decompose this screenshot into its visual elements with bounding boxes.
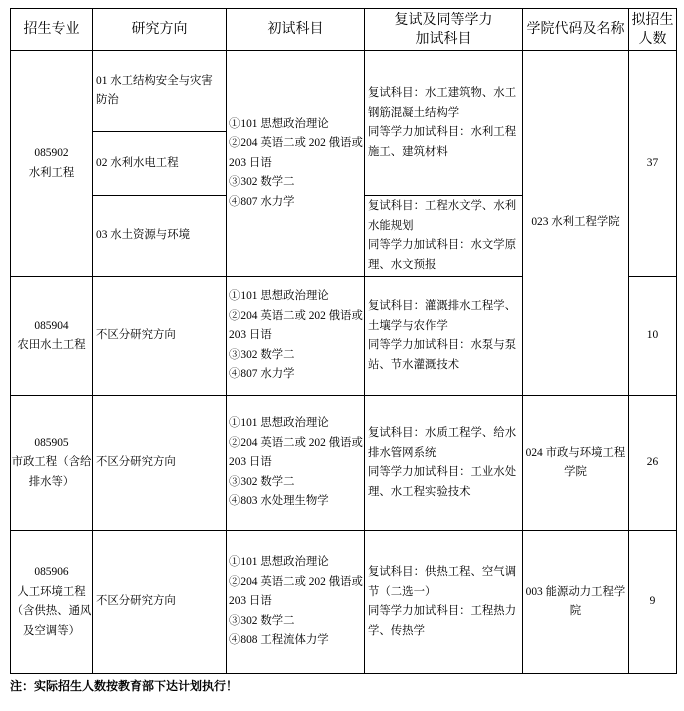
- retest-cell: [365, 196, 523, 277]
- retest-subjects: 复试科目：水工建筑物、水工 钢筋混凝土结构学: [368, 87, 517, 119]
- major-code: 085906: [34, 566, 69, 578]
- major-cell: [11, 277, 93, 396]
- retest-cell: [365, 396, 523, 531]
- exam-subject-item: ①101 思想政治理论: [229, 117, 329, 130]
- direction-cell: 02 水利水电工程: [93, 132, 227, 196]
- major-name: 市政工程（含给 排水等）: [11, 456, 92, 488]
- direction-cell: 不区分研究方向: [93, 396, 227, 531]
- retest-subjects: 复试科目：工程水文学、水利 水能规划: [368, 200, 517, 232]
- direction-cell: 不区分研究方向: [93, 531, 227, 674]
- quota-cell: 10: [629, 277, 677, 396]
- major-code: 085905: [34, 436, 69, 449]
- header-major: 招生专业: [11, 9, 93, 51]
- equivalent-subjects: 同等学力加试科目：水文学原 理、水文预报: [368, 239, 517, 271]
- exam-subject-item: ④807 水力学: [229, 195, 295, 208]
- retest-cell: [365, 277, 523, 396]
- college-cell: 024 市政与环境工程 学院: [523, 396, 629, 531]
- retest-cell: [365, 51, 523, 196]
- exam-subjects-cell: [227, 531, 365, 674]
- table-row: [11, 396, 677, 531]
- exam-subjects-cell: [227, 277, 365, 396]
- exam-subject-item: ③302 数学二: [229, 475, 295, 488]
- exam-subject-item: ②204 英语二或 202 俄语或 203 日语: [229, 137, 363, 169]
- retest-cell: [365, 531, 523, 674]
- quota-cell: 26: [629, 396, 677, 531]
- major-name: 水利工程: [28, 166, 75, 179]
- quota-cell: 37: [629, 51, 677, 277]
- major-cell: [11, 51, 93, 277]
- exam-subject-item: ②204 英语二或 202 俄语或 203 日语: [229, 309, 363, 342]
- table-row: [11, 51, 677, 132]
- admissions-table: [10, 8, 677, 674]
- major-code: 085902: [34, 147, 69, 159]
- college-cell: 003 能源动力工程学 院: [523, 531, 629, 674]
- exam-subject-item: ④807 水力学: [229, 368, 295, 381]
- retest-subjects: 复试科目：灌溉排水工程学、 土壤学与农作学: [368, 300, 517, 332]
- exam-subject-item: ①101 思想政治理论: [229, 417, 329, 430]
- exam-subject-item: ①101 思想政治理论: [229, 290, 329, 303]
- exam-subject-item: ②204 英语二或 202 俄语或 203 日语: [229, 575, 363, 608]
- equivalent-subjects: 同等学力加试科目：水泵与泵 站、节水灌溉技术: [368, 339, 517, 371]
- retest-subjects: 复试科目：供热工程、空气调 节（二选一）: [368, 566, 517, 598]
- major-name: 人工环境工程 （含供热、通风 及空调等）: [11, 585, 92, 637]
- major-code: 085904: [34, 319, 69, 332]
- direction-cell: 03 水土资源与环境: [93, 196, 227, 277]
- equivalent-subjects: 同等学力加试科目：水利工程 施工、建筑材料: [368, 126, 517, 158]
- major-cell: [11, 396, 93, 531]
- header-retest-subjects: 复试及同等学力 加试科目: [365, 9, 523, 51]
- retest-subjects: 复试科目：水质工程学、给水 排水管网系统: [368, 427, 517, 459]
- exam-subject-item: ①101 思想政治理论: [229, 556, 329, 569]
- direction-cell: 01 水工结构安全与灾害 防治: [93, 51, 227, 132]
- header-quota: 拟招生 人数: [629, 9, 677, 51]
- header-exam-subjects: 初试科目: [227, 9, 365, 51]
- exam-subjects-cell: [227, 396, 365, 531]
- table-row: [11, 531, 677, 674]
- header-direction: 研究方向: [93, 9, 227, 51]
- exam-subject-item: ③302 数学二: [229, 176, 295, 189]
- quota-cell: 9: [629, 531, 677, 674]
- major-cell: [11, 531, 93, 674]
- equivalent-subjects: 同等学力加试科目：工业水处 理、水工程实验技术: [368, 466, 517, 498]
- exam-subject-item: ④803 水处理生物学: [229, 495, 329, 508]
- footnote: 注：实际招生人数按教育部下达计划执行！: [10, 679, 239, 693]
- college-cell: 023 水利工程学院: [523, 51, 629, 396]
- exam-subject-item: ③302 数学二: [229, 348, 295, 361]
- header-row: [11, 9, 677, 51]
- major-name: 农田水土工程: [17, 339, 86, 351]
- exam-subjects-cell: [227, 51, 365, 277]
- direction-cell: 不区分研究方向: [93, 277, 227, 396]
- exam-subject-item: ④808 工程流体力学: [229, 634, 329, 647]
- header-college: 学院代码及名称: [523, 9, 629, 51]
- exam-subject-item: ②204 英语二或 202 俄语或 203 日语: [229, 436, 363, 469]
- equivalent-subjects: 同等学力加试科目：工程热力 学、传热学: [368, 605, 517, 637]
- exam-subject-item: ③302 数学二: [229, 614, 295, 627]
